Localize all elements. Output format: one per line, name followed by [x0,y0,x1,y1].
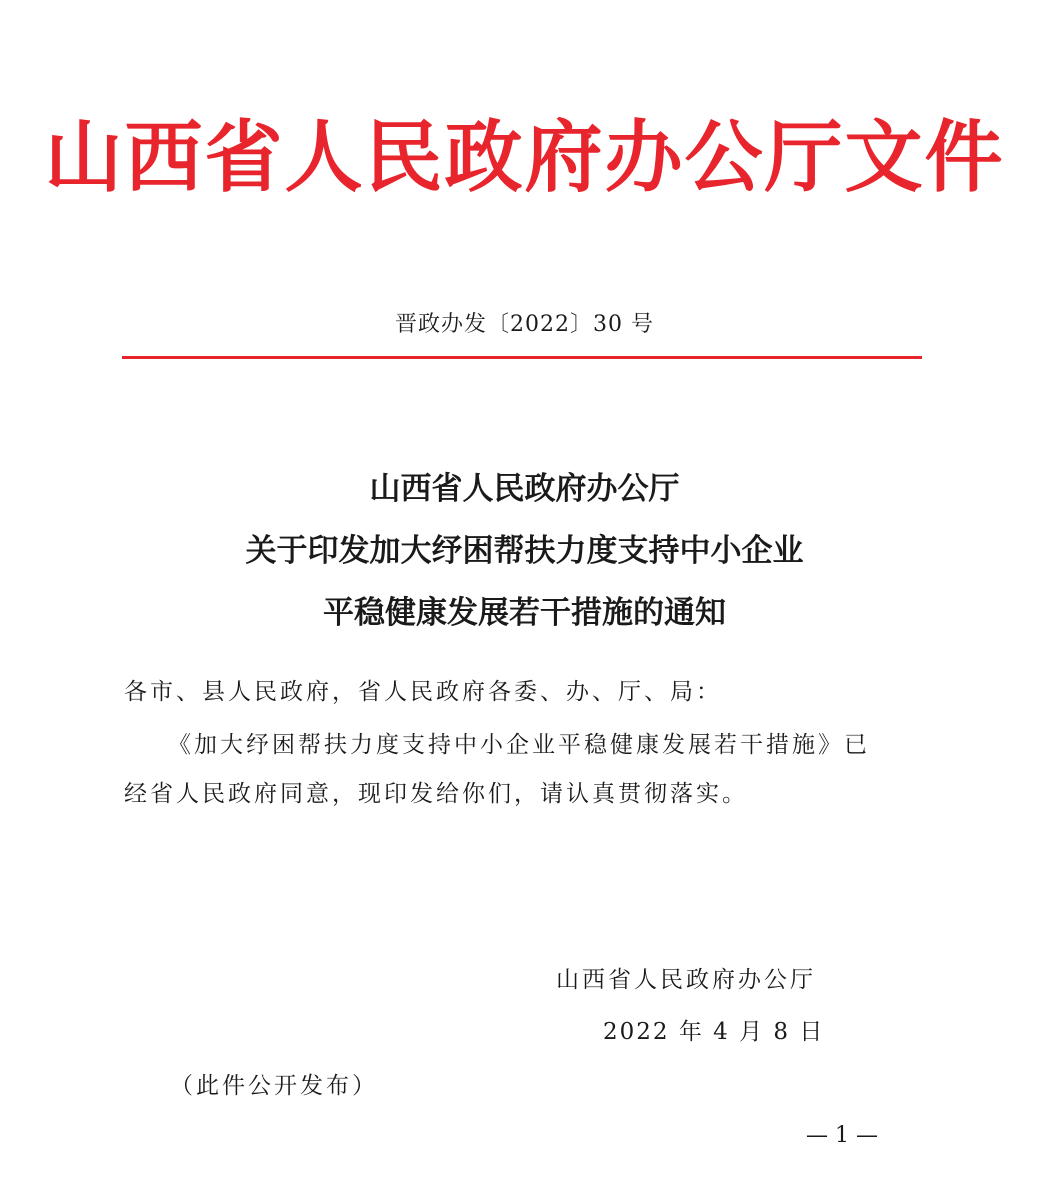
issuing-authority: 山西省人民政府办公厅 [556,967,816,993]
red-separator-line [122,356,922,359]
document-number: 晋政办发〔2022〕30 号 [395,312,654,337]
title-line-1: 山西省人民政府办公厅 [369,471,680,507]
document-masthead: 山西省人民政府办公厅文件 [44,112,1005,203]
issue-date: 2022 年 4 月 8 日 [603,1019,825,1045]
salutation: 各市、县人民政府，省人民政府各委、办、厅、局： [124,679,722,705]
body-paragraph-line-1: 《加大纾困帮扶力度支持中小企业平稳健康发展若干措施》已 [168,732,870,758]
document-title [0,458,1049,644]
page-number: — 1 — [806,1123,878,1148]
body-paragraph-line-2: 经省人民政府同意，现印发给你们，请认真贯彻落实。 [124,781,748,807]
title-line-2: 关于印发加大纾困帮扶力度支持中小企业 [245,533,804,569]
title-line-3: 平稳健康发展若干措施的通知 [323,595,726,631]
publish-note: （此件公开发布） [170,1073,378,1099]
